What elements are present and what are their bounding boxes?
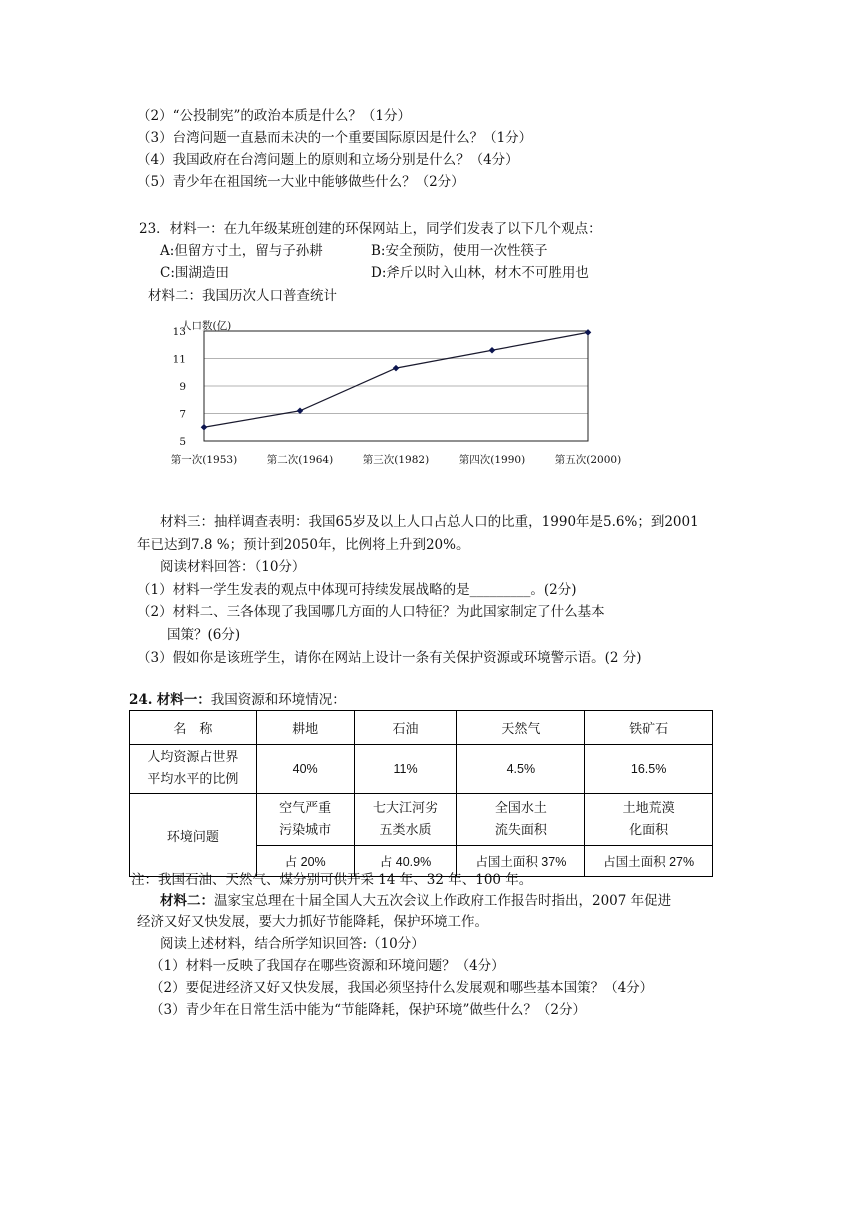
x-axis-ticks [171, 453, 621, 466]
env-value-desertification: 占国土面积 27% [585, 846, 713, 877]
row-label-environment: 环境问题 [130, 794, 257, 877]
y-tick-label: 9 [179, 381, 186, 393]
q24-question-3: （3）青少年在日常生活中能为“节能降耗，保护环境”做些什么？（2分） [150, 1002, 586, 1018]
x-tick-label: 第四次(1990) [458, 454, 526, 466]
q23-material2-title: 材料二：我国历次人口普查统计 [148, 288, 337, 304]
population-census-chart [160, 316, 630, 472]
header-oil: 石油 [354, 711, 457, 745]
q23-question-1: （1）材料一学生发表的观点中体现可持续发展战略的是_________。(2分) [137, 582, 577, 598]
y-tick-label: 7 [179, 408, 186, 421]
table-row-per-capita [130, 745, 713, 794]
q24-material2-label: 材料二： [160, 893, 214, 909]
q23-material3-line2: 年已达到7.8 %；预计到2050年，比例将上升到20%。 [137, 537, 470, 553]
y-tick-label: 11 [172, 353, 186, 366]
table-row-env-items [130, 794, 713, 846]
data-point [297, 407, 304, 414]
q23-prompt: 阅读材料回答：（10分） [160, 559, 306, 575]
q23-option-d: D:斧斤以时入山林，材木不可胜用也 [371, 265, 589, 281]
q23-option-c: C:围湖造田 [160, 265, 229, 281]
q23-intro: 23．材料一：在九年级某班创建的环保网站上，同学们发表了以下几个观点： [139, 221, 602, 237]
header-name: 名 称 [130, 711, 257, 745]
env-value-soil-erosion: 占国土面积 37% [457, 846, 585, 877]
q24-question-1: （1）材料一反映了我国存在哪些资源和环境问题？（4分） [150, 958, 505, 974]
population-series-line [204, 332, 588, 427]
env-item-water: 七大江河劣 五类水质 [354, 794, 457, 846]
table-header-row [130, 711, 713, 745]
q22-question-3: （3）台湾问题一直悬而未决的一个重要国际原因是什么？（1分） [137, 130, 533, 146]
header-farmland: 耕地 [256, 711, 354, 745]
q24-number: 24. [129, 692, 153, 708]
data-point [393, 365, 400, 372]
row-label-per-capita: 人均资源占世界 平均水平的比例 [130, 745, 257, 794]
x-tick-label: 第三次(1982) [362, 454, 430, 466]
q23-material3-line1: 材料三：抽样调查表明：我国65岁及以上人口占总人口的比重，1990年是5.6%；到2001 [160, 514, 699, 530]
q23-question-3: （3）假如你是该班学生，请你在网站上设计一条有关保护资源或环境警示语。(2 分) [137, 650, 642, 666]
q23-question-2: （2）材料二、三各体现了我国哪几方面的人口特征？为此国家制定了什么基本 [137, 604, 605, 620]
q24-question-2: （2）要促进经济又好又快发展，我国必须坚持什么发展观和哪些基本国策？（4分） [150, 980, 654, 996]
env-value-water: 占 40.9% [354, 846, 457, 877]
resource-environment-table [129, 710, 713, 877]
y-axis-ticks [173, 326, 186, 448]
value-oil: 11% [354, 745, 457, 794]
data-point [585, 329, 592, 336]
q22-question-4: （4）我国政府在台湾问题上的原则和立场分别是什么？（4分） [137, 152, 519, 168]
header-natural-gas: 天然气 [457, 711, 585, 745]
value-iron-ore: 16.5% [585, 745, 713, 794]
env-value-air: 占 20% [256, 846, 354, 877]
y-tick-label: 13 [172, 326, 186, 338]
env-item-soil-erosion: 全国水土 流失面积 [457, 794, 585, 846]
q24-material1-label: 材料一： [156, 692, 211, 708]
q22-question-2: （2）“公投制宪”的政治本质是什么？（1分） [137, 108, 411, 124]
q24-material1-text: 我国资源和环境情况： [210, 692, 346, 708]
data-point [201, 424, 208, 431]
value-farmland: 40% [256, 745, 354, 794]
q24-material2-line2: 经济又好又快发展，要大力抓好节能降耗，保护环境工作。 [137, 914, 488, 930]
env-item-air: 空气严重 污染城市 [256, 794, 354, 846]
q24-prompt: 阅读上述材料，结合所学知识回答:（10分） [160, 936, 425, 952]
q23-question-2-cont: 国策？(6分) [167, 627, 241, 643]
q22-question-5: （5）青少年在祖国统一大业中能够做些什么？（2分） [137, 174, 465, 190]
x-tick-label: 第一次(1953) [170, 454, 238, 466]
y-axis-label: 人口数(亿) [181, 320, 232, 332]
q23-option-a: A:但留方寸土，留与子孙耕 [160, 243, 323, 259]
data-point [489, 347, 496, 354]
y-tick-label: 5 [179, 436, 186, 448]
value-natural-gas: 4.5% [457, 745, 585, 794]
population-series-points [201, 329, 592, 430]
x-tick-label: 第二次(1964) [266, 454, 334, 466]
q24-title [129, 690, 346, 710]
q24-material2-line1: 材料二：温家宝总理在十届全国人大五次会议上作政府工作报告时指出，2007 年促进 [160, 893, 672, 909]
header-iron-ore: 铁矿石 [585, 711, 713, 745]
env-item-desertification: 土地荒漠 化面积 [585, 794, 713, 846]
q24-note: 注：我国石油、天然气、煤分别可供开采 14 年、32 年、100 年。 [131, 872, 533, 888]
x-tick-label: 第五次(2000) [554, 454, 622, 466]
q23-option-b: B:安全预防，使用一次性筷子 [371, 243, 548, 259]
